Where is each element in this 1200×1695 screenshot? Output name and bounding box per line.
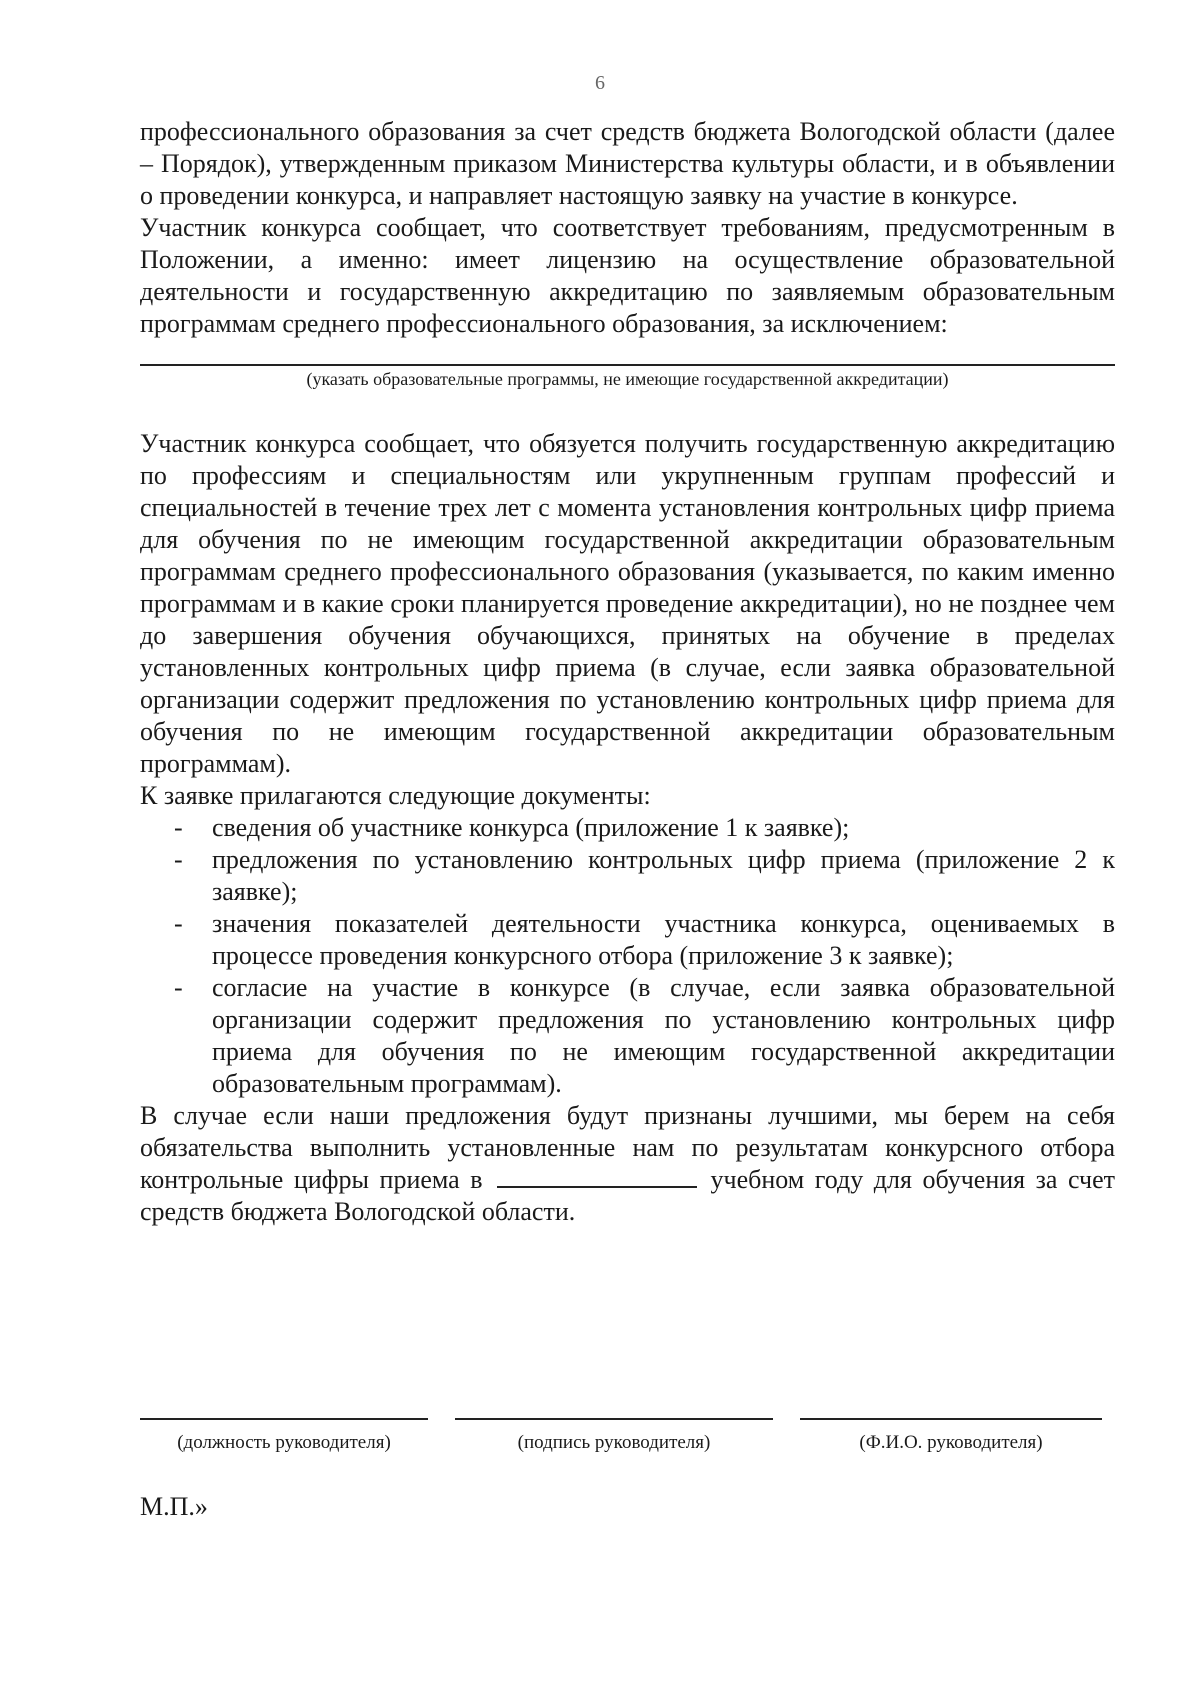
signature-line [140,1418,428,1432]
paragraph-requirements: Участник конкурса сообщает, что соответствует требованиям, предусмотренным в Положении, а именно: имеет лицензию на осуществление образовательной деятельности и государственную аккредитацию по заявляемым образовательным программам среднего профессионального образования, за исключением: [140,213,1115,338]
signature-field-signature [455,1418,773,1454]
signature-line [800,1418,1102,1432]
programs-blank-caption: (указать образовательные программы, не имеющие государственной аккредитации) [306,369,949,389]
obligation-text-start: В случае если наши предложения будут признаны лучшими, мы берем на себя обязательства выполнить установленные нам по результатам конкурсного отбора контрольные цифры приема в [140,1101,1115,1194]
attachments-list [140,812,1115,1100]
list-item [140,844,1115,908]
attachment-item-4: согласие на участие в конкурсе (в случае, если заявка образовательной организации содержит предложения по установлению контрольных цифр приема для обучения по не имеющим государственной аккредитации образовательным программам). [212,973,1115,1098]
attachment-item-3: значения показателей деятельности участника конкурса, оцениваемых в процессе проведения конкурсного отбора (приложение 3 к заявке); [212,909,1115,970]
list-item [140,908,1115,972]
programs-blank-line [140,364,1115,390]
list-dash: - [174,813,183,842]
signature-field-position [140,1418,428,1454]
attachment-item-1: сведения об участнике конкурса (приложение 1 к заявке); [212,813,850,842]
signature-caption-signature: (подпись руководителя) [517,1432,711,1453]
list-item [140,812,1115,844]
list-dash: - [174,845,183,874]
document-body [140,116,1115,1228]
attachment-item-2: предложения по установлению контрольных цифр приема (приложение 2 к заявке); [212,845,1115,906]
signature-caption-position: (должность руководителя) [177,1432,391,1453]
list-item [140,972,1115,1100]
signature-field-name [800,1418,1102,1454]
stamp-placeholder: М.П.» [140,1492,208,1521]
list-dash: - [174,909,183,938]
academic-year-blank [497,1164,697,1188]
signature-caption-name: (Ф.И.О. руководителя) [859,1432,1043,1453]
obligation-text-end: учебном году для обучения за счет средств бюджета Вологодской области. [140,1165,1115,1226]
paragraph-accreditation: Участник конкурса сообщает, что обязуется получить государственную аккредитацию по профессиям и специальностям или укрупненным группам профессий и специальностей в течение трех лет с момента установления контрольных цифр приема для обучения по не имеющим государственной аккредитации образовательным программам среднего профессионального образования (указывается, по каким именно программам и в какие сроки планируется проведение аккредитации), но не позднее чем до завершения обучения обучающихся, принятых на обучение в пределах установленных контрольных цифр приема (в случае, если заявка образовательной организации содержит предложения по установлению контрольных цифр приема для обучения по не имеющим государственной аккредитации образовательным программам). [140,429,1115,778]
attachments-intro: К заявке прилагаются следующие документы: [140,781,651,810]
page-number: 6 [595,72,605,94]
signature-line [455,1418,773,1432]
paragraph-intro: профессионального образования за счет средств бюджета Вологодской области (далее – Порядок), утвержденным приказом Министерства культуры области, и в объявлении о проведении конкурса, и направляет настоящую заявку на участие в конкурсе. [140,117,1115,210]
paragraph-obligation [140,1100,1115,1228]
signature-block [140,1418,1115,1478]
list-dash: - [174,973,183,1002]
